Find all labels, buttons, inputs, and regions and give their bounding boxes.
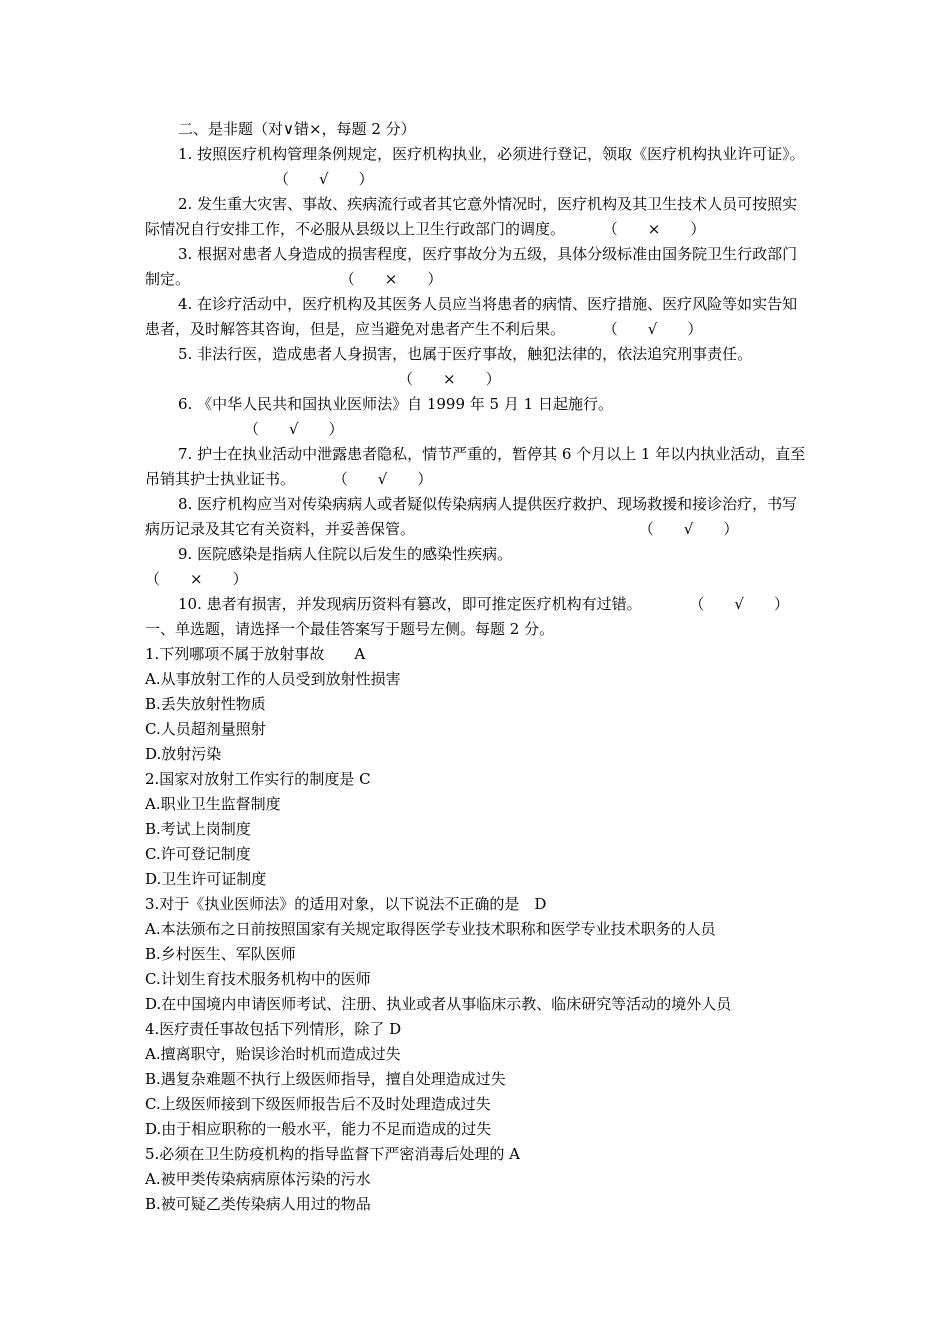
- question-2: [145, 192, 810, 242]
- answer-mark: （ √ ）: [244, 420, 344, 438]
- question-3: [145, 242, 810, 292]
- option-line: B.乡村医生、军队医师: [145, 945, 296, 963]
- option-line: B.丢失放射性物质: [145, 695, 266, 713]
- question-text: 10. 患者有损害，并发现病历资料有篡改，即可推定医疗机构有过错。: [178, 595, 642, 613]
- answer-mark: （ √ ）: [689, 595, 789, 613]
- answer-mark: （ × ）: [339, 270, 443, 288]
- option-line: D.放射污染: [145, 745, 222, 763]
- question-line: 4.医疗责任事故包括下列情形，除了 D: [145, 1020, 402, 1038]
- question-8: [145, 492, 810, 542]
- answer-mark: （ √ ）: [602, 320, 703, 338]
- option-line: B.遇复杂难题不执行上级医师指导，擅自处理造成过失: [145, 1070, 506, 1088]
- option-line: A.从事放射工作的人员受到放射性损害: [145, 670, 401, 688]
- multiple-choice-section: [145, 617, 810, 1217]
- question-10: [145, 592, 810, 617]
- option-line: C.人员超剂量照射: [145, 720, 266, 738]
- option-line: A.擅离职守，贻误诊治时机而造成过失: [145, 1045, 401, 1063]
- question-line: 5.必须在卫生防疫机构的指导监督下严密消毒后处理的 A: [145, 1145, 520, 1163]
- question-line: 2.国家对放射工作实行的制度是 C: [145, 770, 371, 788]
- option-line: B.被可疑乙类传染病人用过的物品: [145, 1195, 371, 1213]
- question-text: 9. 医院感染是指病人住院以后发生的感染性疾病。: [178, 545, 513, 563]
- question-text: 8. 医疗机构应当对传染病病人或者疑似传染病病人提供医疗救护、现场救援和接诊治疗，书写病历记录及其它有关资料，并妥善保管。: [145, 495, 798, 538]
- option-line: D.卫生许可证制度: [145, 870, 267, 888]
- answer-mark: （ √ ）: [274, 170, 374, 188]
- answer-mark: （ √ ）: [638, 520, 739, 538]
- option-line: C.许可登记制度: [145, 845, 251, 863]
- question-7: [145, 442, 810, 492]
- option-line: A.本法颁布之日前按照国家有关规定取得医学专业技术职称和医学专业技术职务的人员: [145, 920, 716, 938]
- question-1: [145, 142, 810, 192]
- question-text: 5. 非法行医，造成患者人身损害，也属于医疗事故，触犯法律的，依法追究刑事责任。: [178, 345, 753, 363]
- answer-mark: （ × ）: [398, 370, 501, 388]
- question-text: 3. 根据对患者人身造成的损害程度，医疗事故分为五级，具体分级标准由国务院卫生行政部门制定。: [145, 245, 798, 288]
- option-line: A.职业卫生监督制度: [145, 795, 281, 813]
- question-4: [145, 292, 810, 342]
- question-text: 1. 按照医疗机构管理条例规定，医疗机构执业，必须进行登记，领取《医疗机构执业许可证》。: [178, 145, 805, 163]
- answer-mark: （ × ）: [145, 570, 248, 588]
- section-heading: 二、是非题（对∨错×，每题 2 分）: [178, 120, 416, 138]
- answer-mark: （ × ）: [602, 220, 706, 238]
- question-text: 4. 在诊疗活动中，医疗机构及其医务人员应当将患者的病情、医疗措施、医疗风险等如实告知患者，及时解答其咨询，但是，应当避免对患者产生不利后果。: [145, 295, 798, 338]
- option-line: C.计划生育技术服务机构中的医师: [145, 970, 371, 988]
- option-line: B.考试上岗制度: [145, 820, 251, 838]
- option-line: D.由于相应职称的一般水平，能力不足而造成的过失: [145, 1120, 492, 1138]
- section-heading: 一、单选题，请选择一个最佳答案写于题号左侧。每题 2 分。: [145, 620, 555, 638]
- question-6: [145, 392, 810, 442]
- true-false-section: [145, 117, 810, 617]
- question-text: 2. 发生重大灾害、事故、疾病流行或者其它意外情况时，医疗机构及其卫生技术人员可按照实际情况自行安排工作，不必服从县级以上卫生行政部门的调度。: [145, 195, 798, 238]
- question-text: 6. 《中华人民共和国执业医师法》自 1999 年 5 月 1 日起施行。: [178, 395, 613, 413]
- question-9-answer-line: [145, 567, 810, 592]
- question-text: 7. 护士在执业活动中泄露患者隐私，情节严重的，暂停其 6 个月以上 1 年以内执业活动，直至吊销其护士执业证书。: [145, 445, 806, 488]
- option-line: D.在中国境内申请医师考试、注册、执业或者从事临床示教、临床研究等活动的境外人员: [145, 995, 732, 1013]
- option-line: A.被甲类传染病病原体污染的污水: [145, 1170, 371, 1188]
- question-line: 1.下列哪项不属于放射事故 A: [145, 645, 366, 663]
- question-5: [145, 342, 810, 392]
- question-line: 3.对于《执业医师法》的适用对象，以下说法不正确的是 D: [145, 895, 547, 913]
- option-line: C.上级医师接到下级医师报告后不及时处理造成过失: [145, 1095, 491, 1113]
- question-9: [145, 542, 810, 567]
- answer-mark: （ √ ）: [332, 470, 433, 488]
